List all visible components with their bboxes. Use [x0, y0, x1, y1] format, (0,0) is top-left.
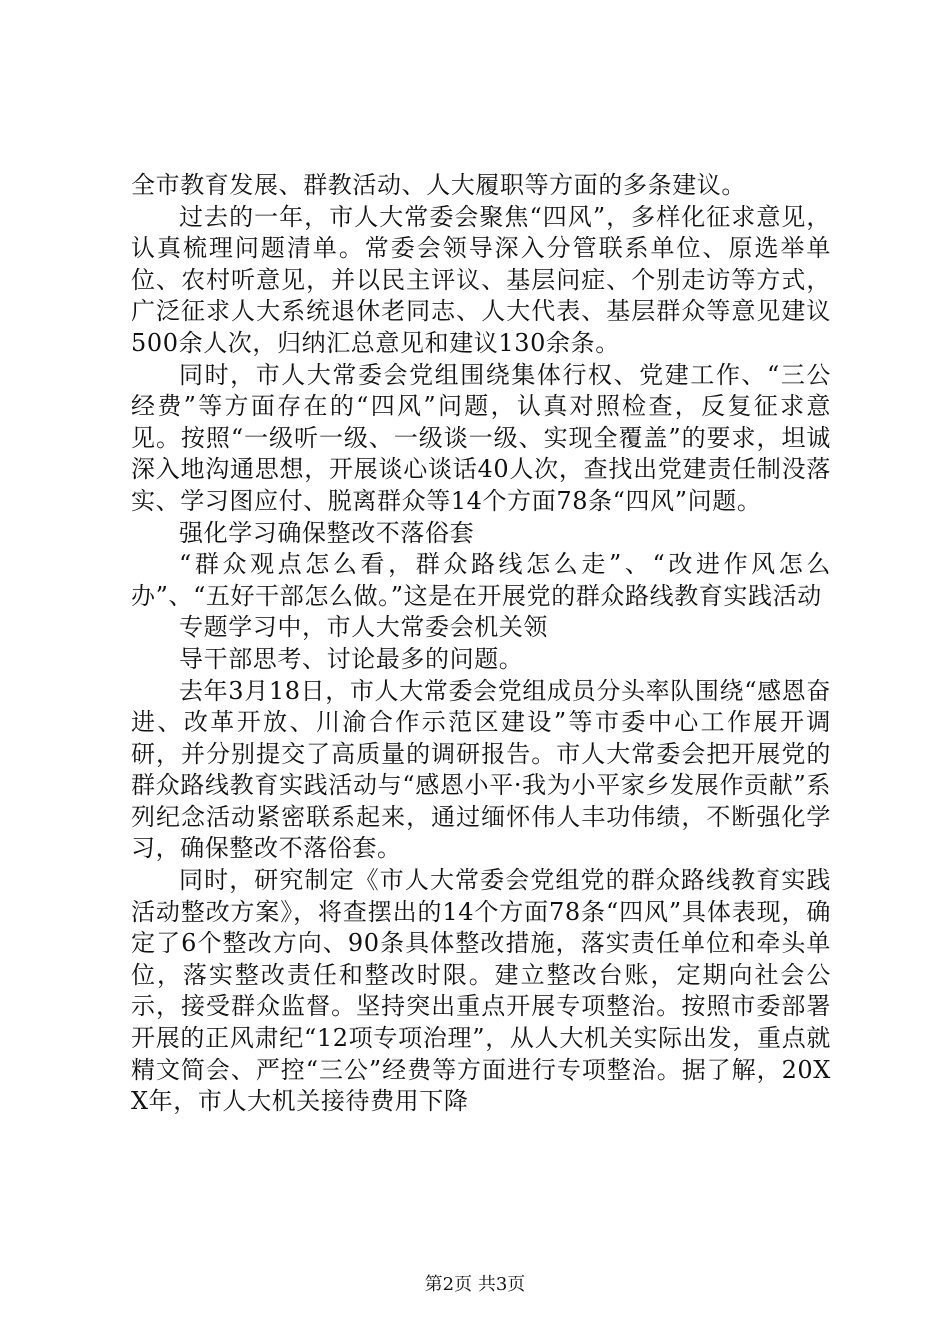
paragraph-4: “群众观点怎么看，群众路线怎么走”、“改进作风怎么办”、“五好干部怎么做。”这是在开展党的群众路线教育实践活动 — [131, 550, 831, 610]
paragraph-8: 同时，研究制定《市人大常委会党组党的群众路线教育实践活动整改方案》，将查摆出的14个方面78条“四风”具体表现，确定了6个整改方向、90条具体整改措施，落实责任单位和牵头单位，落实整改责任和整改时限。建立整改台账，定期向社会公示，接受群众监督。坚持突出重点开展专项整治。按照市委部署开展的正风肃纪“12项专项治理”，从人大机关实际出发，重点就精文简会、严控“三公”经费等方面进行专项整治。据了解，20XX年，市人大机关接待费用下降 — [131, 866, 831, 1116]
paragraph-5: 专题学习中，市人大常委会机关领 — [179, 613, 548, 642]
page-footer: 第2页 共3页 — [424, 1274, 526, 1295]
paragraph-7: 去年3月18日，市人大常委会党组成员分头率队围绕“感恩奋进、改革开放、川渝合作示范区建设”等市委中心工作展开调研，并分别提交了高质量的调研报告。市人大常委会把开展党的群众路线教育实践活动与“感恩小平·我为小平家乡发展作贡献”系列纪念活动紧密联系起来，通过缅怀伟人丰功伟绩，不断强化学习，确保整改不落俗套。 — [131, 676, 831, 863]
paragraph-3: 同时，市人大常委会党组围绕集体行权、党建工作、“三公经费”等方面存在的“四风”问题，认真对照检查，反复征求意见。按照“一级听一级、一级谈一级、实现全覆盖”的要求，坦诚深入地沟通思想，开展谈心谈话40人次，查找出党建责任制没落实、学习图应付、脱离群众等14个方面78条“四风”问题。 — [131, 360, 831, 515]
paragraph-2: 过去的一年，市人大常委会聚焦“四风”，多样化征求意见，认真梳理问题清单。常委会领导深入分管联系单位、原选举单位、农村听意见，并以民主评议、基层问症、个别走访等方式，广泛征求人大系统退休老同志、人大代表、基层群众等意见建议500余人次，归纳汇总意见和建议130余条。 — [131, 202, 831, 357]
paragraph-6: 导干部思考、讨论最多的问题。 — [179, 644, 524, 673]
document-body — [131, 170, 831, 1118]
paragraph-1: 全市教育发展、群教活动、人大履职等方面的多条建议。 — [131, 171, 746, 199]
section-heading: 强化学习确保整改不落俗套 — [179, 518, 475, 547]
